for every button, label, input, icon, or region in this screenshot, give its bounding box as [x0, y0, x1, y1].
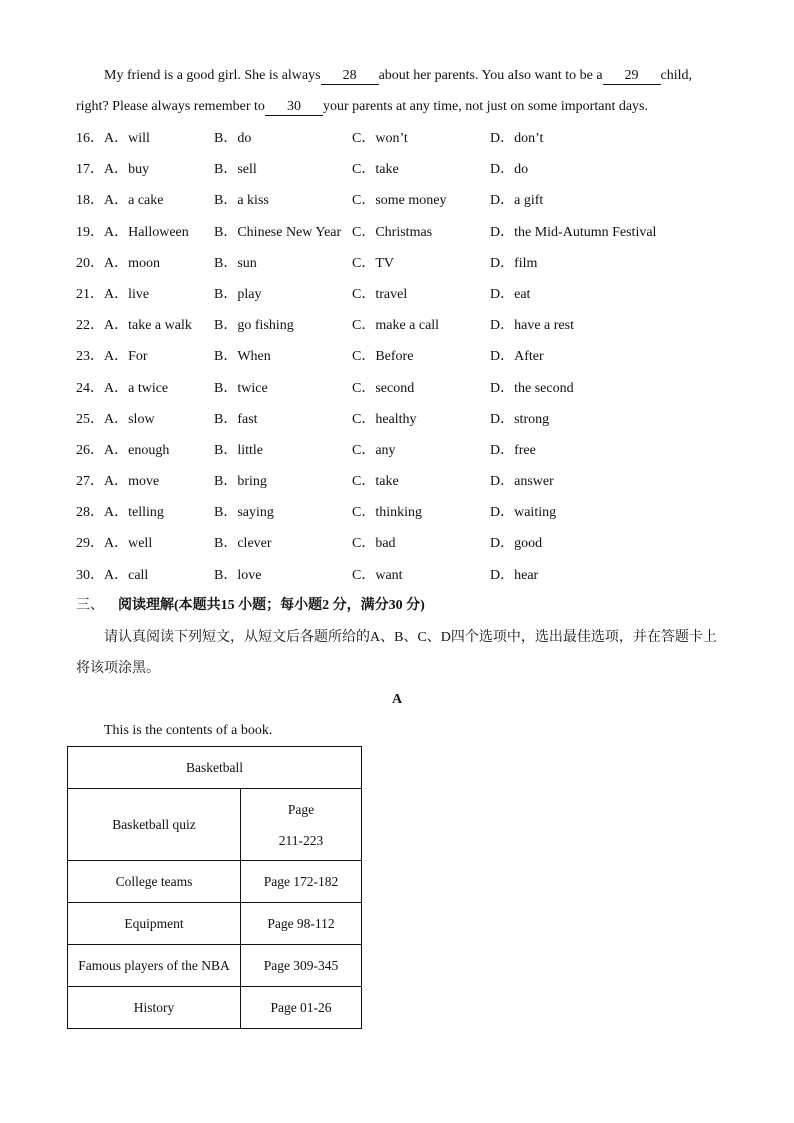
section-title: 阅读理解(本题共15 小题；每小题2 分，满分30 分) [118, 598, 425, 613]
question-number: 18． [76, 193, 104, 209]
passage-line-1 [76, 60, 716, 91]
passage-text: your parents at any time, not just on some important days. [322, 99, 648, 114]
option-c: C．thinking [352, 505, 423, 521]
option-a: A．a twice [104, 380, 169, 396]
option-d: D．the Mid-Autumn Festival [490, 224, 657, 240]
instruction-line-1: 请认真阅读下列短文，从短文后各题所给的A、B、C、D四个选项中，选出最佳选项，并在答题卡上 [104, 630, 717, 645]
option-d: D．film [490, 255, 538, 271]
table-header-row [68, 747, 362, 789]
passage-intro: This is the contents of a book. [104, 723, 273, 738]
section-heading [76, 592, 425, 620]
question-number: 27． [76, 474, 104, 490]
topic-cell: Equipment [68, 903, 241, 945]
question-number: 17． [76, 162, 104, 178]
option-d: D．hear [490, 567, 539, 583]
topic-cell: History [68, 987, 241, 1029]
question-row [76, 154, 736, 185]
option-d: D．do [490, 162, 529, 178]
option-a: A．call [104, 567, 149, 583]
page-cell: Page 01-26 [241, 987, 362, 1029]
question-row [76, 435, 736, 466]
option-c: C．take [352, 474, 399, 490]
option-d: D．After [490, 349, 544, 365]
question-number: 25． [76, 411, 104, 427]
question-number: 30． [76, 567, 104, 583]
option-a: A．will [104, 131, 150, 146]
option-c: C．some money [352, 193, 447, 209]
passage-text: about her parents. You aIso want to be a [378, 68, 603, 83]
option-b: B．love [214, 567, 262, 583]
option-a: A．telling [104, 505, 164, 521]
option-a: A．slow [104, 411, 155, 427]
option-b: B．little [214, 442, 263, 458]
topic-cell: Basketball quiz [68, 789, 241, 861]
question-row [76, 560, 736, 591]
blank-28: 28 [321, 68, 379, 85]
page-cell: Page 98-112 [241, 903, 362, 945]
question-number: 20． [76, 255, 104, 271]
option-b: B．sun [214, 255, 257, 271]
question-number: 23． [76, 349, 104, 365]
option-a: A．well [104, 536, 153, 552]
option-c: C．Before [352, 349, 414, 365]
blank-30: 30 [265, 99, 323, 116]
topic-cell: Famous players of the NBA [68, 945, 241, 987]
option-a: A．moon [104, 255, 160, 271]
option-b: B．sell [214, 162, 257, 178]
instruction-line-2: 将该项涂黑。 [76, 661, 160, 676]
option-d: D．the second [490, 380, 574, 396]
option-a: A．enough [104, 442, 170, 458]
option-d: D．strong [490, 411, 550, 427]
section-number: 三、 [76, 598, 104, 613]
table-row [68, 987, 362, 1029]
question-row [76, 185, 736, 216]
question-number: 24． [76, 380, 104, 396]
passage-text: child, [660, 68, 693, 83]
option-b: B．bring [214, 474, 267, 490]
question-number: 26． [76, 442, 104, 458]
page-label: Page [287, 801, 315, 817]
option-c: C．travel [352, 286, 408, 302]
question-row [76, 373, 736, 404]
option-d: D．free [490, 442, 536, 458]
option-d: D．waiting [490, 505, 557, 521]
section-instructions [76, 622, 716, 684]
page-cell: Page 309-345 [241, 945, 362, 987]
contents-table [67, 746, 362, 1029]
option-c: C．second [352, 380, 415, 396]
option-c: C．want [352, 567, 403, 583]
question-number: 22． [76, 318, 104, 334]
option-c: C．Christmas [352, 224, 433, 240]
option-a: A．live [104, 286, 150, 302]
option-d: D．answer [490, 474, 554, 490]
passage-line-2 [76, 91, 716, 122]
question-number: 16． [76, 131, 104, 146]
option-d: D．eat [490, 286, 531, 302]
table-row [68, 789, 362, 861]
option-b: B．saying [214, 505, 274, 521]
passage-text: right? Please always remember to [76, 99, 265, 114]
option-c: C．TV [352, 255, 394, 271]
question-number: 28． [76, 505, 104, 521]
option-a: A．buy [104, 162, 150, 178]
option-c: C．any [352, 442, 396, 458]
question-row [76, 466, 736, 497]
option-b: B．twice [214, 380, 268, 396]
option-b: B．a kiss [214, 193, 269, 209]
option-c: C．bad [352, 536, 396, 552]
question-number: 19． [76, 224, 104, 240]
page-cell: Page 172-182 [241, 861, 362, 903]
question-number: 29． [76, 536, 104, 552]
option-b: B．When [214, 349, 271, 365]
option-a: A．move [104, 474, 160, 490]
question-row [76, 217, 736, 248]
option-d: D．don’t [490, 131, 544, 146]
page-cell [241, 789, 362, 861]
option-d: D．a gift [490, 193, 544, 209]
option-c: C．healthy [352, 411, 417, 427]
option-b: B．go fishing [214, 318, 294, 334]
topic-cell: College teams [68, 861, 241, 903]
blank-29: 29 [603, 68, 661, 85]
question-row [76, 248, 736, 279]
table-row [68, 861, 362, 903]
option-b: B．fast [214, 411, 258, 427]
question-row [76, 123, 736, 154]
option-b: B．Chinese New Year [214, 224, 342, 240]
question-row [76, 497, 736, 528]
option-c: C．won’t [352, 131, 408, 146]
passage-text: My friend is a good girl. She is always [104, 68, 321, 83]
table-row [68, 945, 362, 987]
option-a: A．For [104, 349, 148, 365]
option-b: B．do [214, 131, 252, 146]
question-row [76, 310, 736, 341]
question-row [76, 341, 736, 372]
question-row [76, 404, 736, 435]
option-b: B．play [214, 286, 262, 302]
option-a: A．a cake [104, 193, 164, 209]
cloze-passage-end [76, 60, 716, 122]
option-d: D．have a rest [490, 318, 574, 334]
table-row [68, 903, 362, 945]
option-d: D．good [490, 536, 543, 552]
option-a: A．take a walk [104, 318, 192, 334]
page-range: 211-223 [278, 832, 324, 848]
question-number: 21． [76, 286, 104, 302]
question-row [76, 528, 736, 559]
option-b: B．clever [214, 536, 272, 552]
passage-letter: A [391, 692, 403, 707]
option-c: C．take [352, 162, 399, 178]
question-row [76, 279, 736, 310]
option-c: C．make a call [352, 318, 440, 334]
table-header: Basketball [68, 747, 362, 789]
question-options-list [76, 123, 736, 591]
option-a: A．Halloween [104, 224, 189, 240]
